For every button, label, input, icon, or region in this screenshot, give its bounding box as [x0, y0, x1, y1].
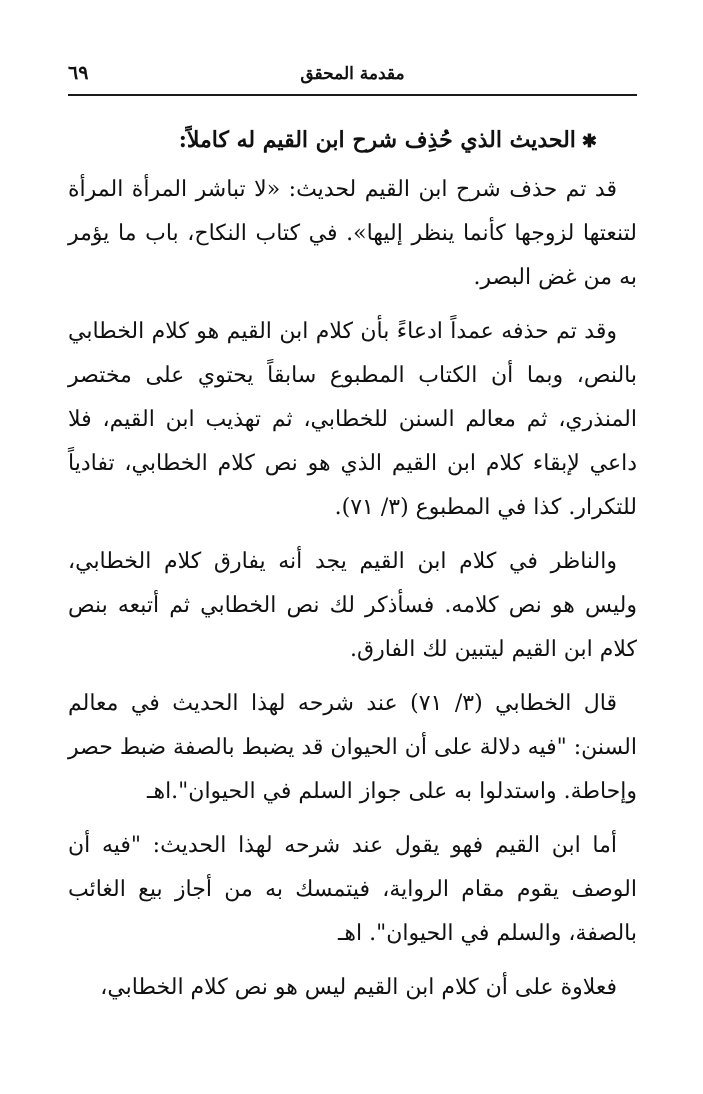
body-text [68, 118, 637, 1020]
paragraph-6: فعلاوة على أن كلام ابن القيم ليس هو نص كلام الخطابي، [100, 975, 617, 1000]
paragraph-2: وقد تم حذفه عمداً ادعاءً بأن كلام ابن القيم هو كلام الخطابي بالنص، وبما أن الكتاب المطبوع سابقاً يحتوي على مختصر المنذري، ثم معالم السنن للخطابي، ثم تهذيب ابن القيم، فلا داعي لإبقاء كلام ابن القيم الذي هو نص كلام الخطابي، تفادياً للتكرار. كذا في المطبوع (٣/ ٧١). [68, 319, 637, 520]
running-title: مقدمة المحقق [300, 64, 405, 84]
section-heading [68, 118, 637, 164]
paragraph-1: قد تم حذف شرح ابن القيم لحديث: «لا تباشر المرأة المرأة لتنعتها لزوجها كأنما ينظر إليها». في كتاب النكاح، باب ما يؤمر به من غض البصر. [68, 177, 637, 290]
star-icon: ✱ [581, 131, 597, 152]
page-header [68, 58, 637, 96]
paragraph-3: والناظر في كلام ابن القيم يجد أنه يفارق كلام الخطابي، وليس هو نص كلامه. فسأذكر لك نص الخطابي ثم أتبعه بنص كلام ابن القيم ليتبين لك الفارق. [68, 549, 637, 662]
paragraph-5: أما ابن القيم فهو يقول عند شرحه لهذا الحديث: "فيه أن الوصف يقوم مقام الرواية، فيتمسك به من أجاز بيع الغائب بالصفة، والسلم في الحيوان". اهـ [68, 833, 637, 946]
paragraph-4: قال الخطابي (٣/ ٧١) عند شرحه لهذا الحديث في معالم السنن: "فيه دلالة على أن الحيوان قد يضبط بالصفة ضبط حصر وإحاطة. واستدلوا به على جواز السلم في الحيوان".اهـ [68, 691, 637, 804]
section-heading-text: الحديث الذي حُذِف شرح ابن القيم له كاملاً: [178, 127, 576, 153]
page-number: ٦٩ [68, 62, 89, 84]
